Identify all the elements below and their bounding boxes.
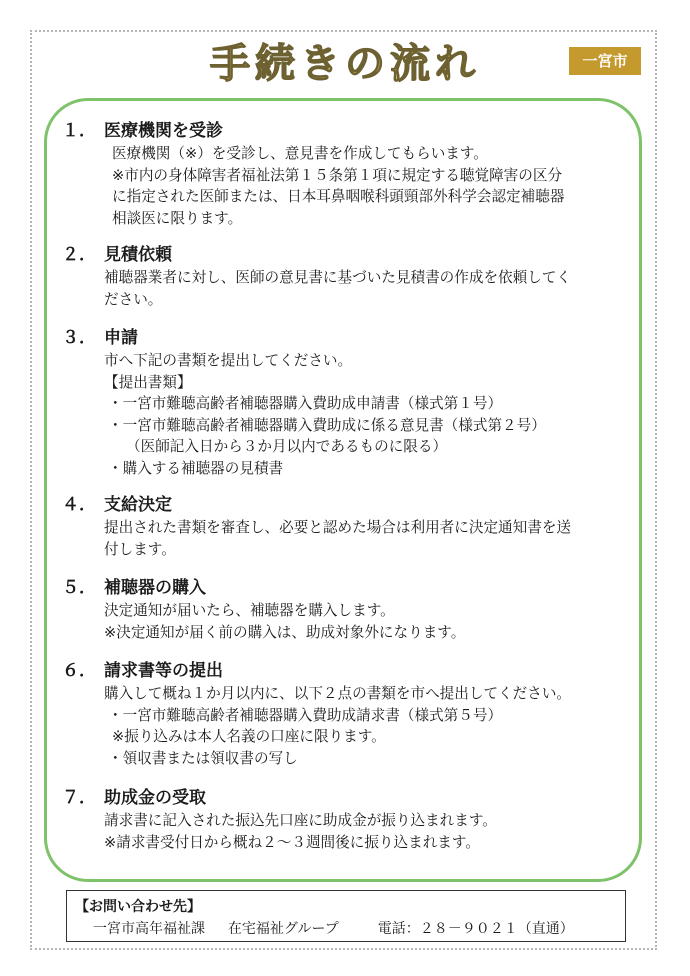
step-1 bbox=[62, 119, 632, 229]
step-7 bbox=[62, 786, 632, 853]
step-note: 相談医に限ります。 bbox=[112, 209, 243, 227]
step-title: 助成金の受取 bbox=[104, 788, 206, 808]
document-list-item: ・一宮市難聴高齢者補聴器購入費助成に係る意見書（様式第２号） bbox=[108, 416, 546, 434]
step-title: 医療機関を受診 bbox=[104, 121, 223, 141]
document-list-title: 【提出書類】 bbox=[104, 373, 192, 391]
step-title: 補聴器の購入 bbox=[104, 578, 206, 598]
step-text: 補聴器業者に対し、医師の意見書に基づいた見積書の作成を依頼してく bbox=[104, 269, 572, 286]
step-4 bbox=[62, 493, 632, 560]
step-6 bbox=[62, 659, 632, 769]
step-text: 市へ下記の書類を提出してください。 bbox=[104, 352, 353, 369]
contact-title: 【お問い合わせ先】 bbox=[75, 899, 201, 915]
step-note: ※市内の身体障害者福祉法第１５条第１項に規定する聴覚障害の区分 bbox=[112, 166, 563, 184]
contact-phone: 電話：２８－９０２１（直通） bbox=[377, 921, 574, 937]
step-heading bbox=[62, 493, 632, 517]
step-heading bbox=[62, 659, 632, 683]
step-number: １． bbox=[62, 121, 96, 141]
step-number: ５． bbox=[62, 578, 96, 598]
step-text: 決定通知が届いたら、補聴器を購入します。 bbox=[104, 602, 395, 619]
step-heading bbox=[62, 243, 632, 267]
document-list-item: ・購入する補聴器の見積書 bbox=[108, 459, 284, 477]
step-number: ４． bbox=[62, 495, 96, 515]
contact-department: 一宮市高年福祉課 bbox=[93, 921, 205, 937]
step-2 bbox=[62, 243, 632, 310]
step-number: ３． bbox=[62, 328, 96, 348]
step-text: 提出された書類を審査し、必要と認めた場合は利用者に決定通知書を送 bbox=[104, 519, 572, 536]
document-list-item: ・一宮市難聴高齢者補聴器購入費助成申請書（様式第１号） bbox=[108, 395, 503, 413]
step-number: ７． bbox=[62, 788, 96, 808]
document-list-item: ・一宮市難聴高齢者補聴器購入費助成請求書（様式第５号） bbox=[108, 706, 503, 724]
contact-group: 在宅福祉グループ bbox=[227, 921, 339, 937]
step-note: ※請求書受付日から概ね２～３週間後に振り込まれます。 bbox=[104, 833, 480, 851]
step-text: 請求書に記入された振込先口座に助成金が振り込まれます。 bbox=[104, 812, 497, 829]
step-title: 請求書等の提出 bbox=[104, 661, 223, 681]
step-number: ２． bbox=[62, 245, 96, 265]
step-heading bbox=[62, 576, 632, 600]
document-list-item: ・領収書または領収書の写し bbox=[108, 749, 298, 767]
city-badge: 一宮市 bbox=[569, 47, 641, 75]
contact-detail bbox=[93, 918, 574, 938]
step-note: ※振り込みは本人名義の口座に限ります。 bbox=[112, 728, 386, 746]
step-3 bbox=[62, 326, 632, 480]
step-heading bbox=[62, 119, 632, 143]
step-text: ださい。 bbox=[104, 290, 163, 308]
document-list-note: （医師記入日から３か月以内であるものに限る） bbox=[126, 438, 448, 456]
step-title: 支給決定 bbox=[104, 495, 172, 515]
step-note: に指定された医師または、日本耳鼻咽喉科頭頸部外科学会認定補聴器 bbox=[112, 188, 565, 206]
step-title: 見積依頼 bbox=[104, 245, 172, 265]
step-text: 付します。 bbox=[104, 540, 176, 558]
step-heading bbox=[62, 786, 632, 810]
step-number: ６． bbox=[62, 661, 96, 681]
step-heading bbox=[62, 326, 632, 350]
step-text: 医療機関（※）を受診し、意見書を作成してもらいます。 bbox=[112, 145, 488, 162]
contact-box bbox=[66, 890, 626, 942]
step-text: 購入して概ね１か月以内に、以下２点の書類を市へ提出してください。 bbox=[104, 685, 572, 702]
step-note: ※決定通知が届く前の購入は、助成対象外になります。 bbox=[104, 623, 466, 641]
step-5 bbox=[62, 576, 632, 643]
step-title: 申請 bbox=[104, 328, 138, 348]
page-title: 手続きの流れ bbox=[210, 41, 480, 87]
